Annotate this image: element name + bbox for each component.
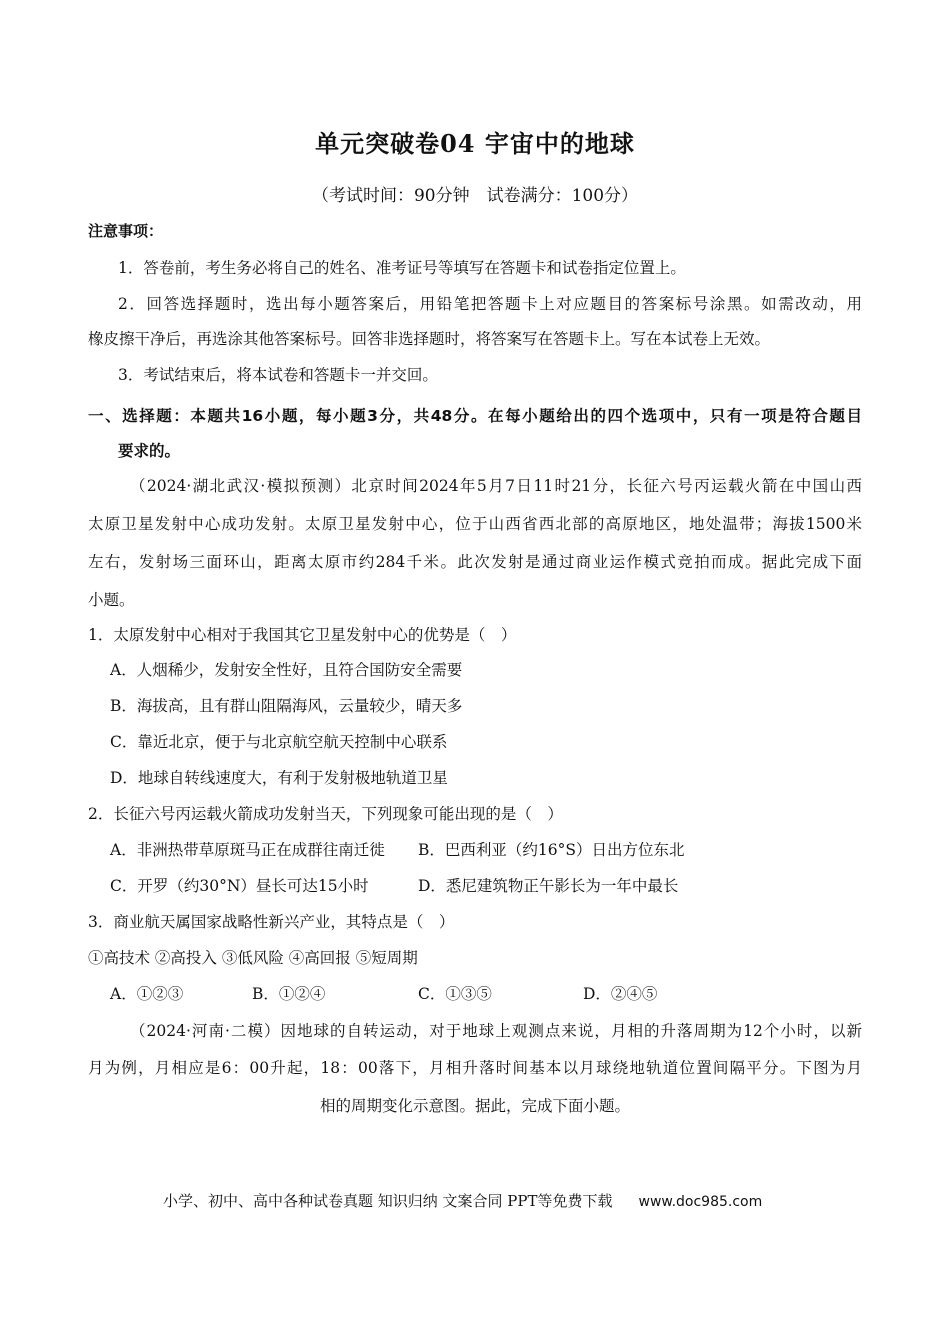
question-1-stem: 1．太原发射中心相对于我国其它卫星发射中心的优势是（ ） [88, 626, 517, 644]
notice-item-2-line-2: 橡皮擦干净后，再选涂其他答案标号。回答非选择题时，将答案写在答题卡上。写在本试卷上无效。 [88, 330, 771, 348]
question-2-option-d: D．悉尼建筑物正午影长为一年中最长 [418, 877, 679, 895]
section-heading-line-2: 要求的。 [118, 442, 181, 460]
question-1-option-d: D．地球自转线速度大，有利于发射极地轨道卫星 [110, 769, 448, 787]
material-1-line-1: （2024·湖北武汉·模拟预测）北京时间2024年5月7日11时21分，长征六号丙运载火箭在中国山西 [130, 477, 862, 495]
question-2-option-a: A．非洲热带草原斑马正在成群往南迁徙 [110, 841, 385, 859]
question-2-stem: 2．长征六号丙运载火箭成功发射当天，下列现象可能出现的是（ ） [88, 805, 563, 823]
page-title: 单元突破卷04 宇宙中的地球 [315, 129, 635, 158]
question-3-features: ①高技术 ②高投入 ③低风险 ④高回报 ⑤短周期 [88, 949, 418, 967]
material-2-line-2: 月为例，月相应是6：00升起，18：00落下，月相升落时间基本以月球绕地轨道位置间隔平分。下图为月 [88, 1059, 862, 1077]
notice-item-1: 1．答卷前，考生务必将自己的姓名、准考证号等填写在答题卡和试卷指定位置上。 [118, 259, 686, 277]
section-heading-line-1: 一、选择题：本题共16小题，每小题3分，共48分。在每小题给出的四个选项中，只有一项是符合题目 [88, 407, 862, 425]
notice-item-2-line-1: 2．回答选择题时，选出每小题答案后，用铅笔把答题卡上对应题目的答案标号涂黑。如需改动，用 [118, 295, 862, 313]
material-1-line-4: 小题。 [88, 591, 135, 609]
question-3-stem: 3．商业航天属国家战略性新兴产业，其特点是（ ） [88, 913, 455, 931]
page-footer [163, 1190, 762, 1211]
question-3-option-c: C．①③⑤ [418, 985, 492, 1003]
question-3-option-a: A．①②③ [110, 985, 184, 1003]
exam-info: （考试时间：90分钟 试卷满分：100分） [311, 186, 639, 206]
material-1-line-3: 左右，发射场三面环山，距离太原市约284千米。此次发射是通过商业运作模式竞拍而成。据此完成下面 [88, 553, 862, 571]
question-2-option-b: B．巴西利亚（约16°S）日出方位东北 [418, 841, 685, 859]
question-1-option-b: B．海拔高，且有群山阻隔海风，云量较少，晴天多 [110, 697, 463, 715]
material-2-line-1: （2024·河南·二模）因地球的自转运动，对于地球上观测点来说，月相的升落周期为12个小时，以新 [130, 1022, 862, 1040]
notice-heading: 注意事项： [88, 222, 164, 240]
question-1-option-c: C．靠近北京，便于与北京航空航天控制中心联系 [110, 733, 448, 751]
question-2-option-c: C．开罗（约30°N）昼长可达15小时 [110, 877, 369, 895]
footer-text: 小学、初中、高中各种试卷真题 知识归纳 文案合同 PPT等免费下载 [163, 1192, 613, 1210]
material-1-line-2: 太原卫星发射中心成功发射。太原卫星发射中心，位于山西省西北部的高原地区，地处温带；海拔1500米 [88, 515, 862, 533]
question-1-option-a: A．人烟稀少，发射安全性好，且符合国防安全需要 [110, 661, 463, 679]
material-2-line-3: 相的周期变化示意图。据此，完成下面小题。 [319, 1097, 630, 1115]
footer-url[interactable]: www.doc985.com [638, 1194, 763, 1210]
question-3-option-d: D．②④⑤ [583, 985, 658, 1003]
notice-item-3: 3．考试结束后，将本试卷和答题卡一并交回。 [118, 366, 438, 384]
question-3-option-b: B．①②④ [252, 985, 326, 1003]
